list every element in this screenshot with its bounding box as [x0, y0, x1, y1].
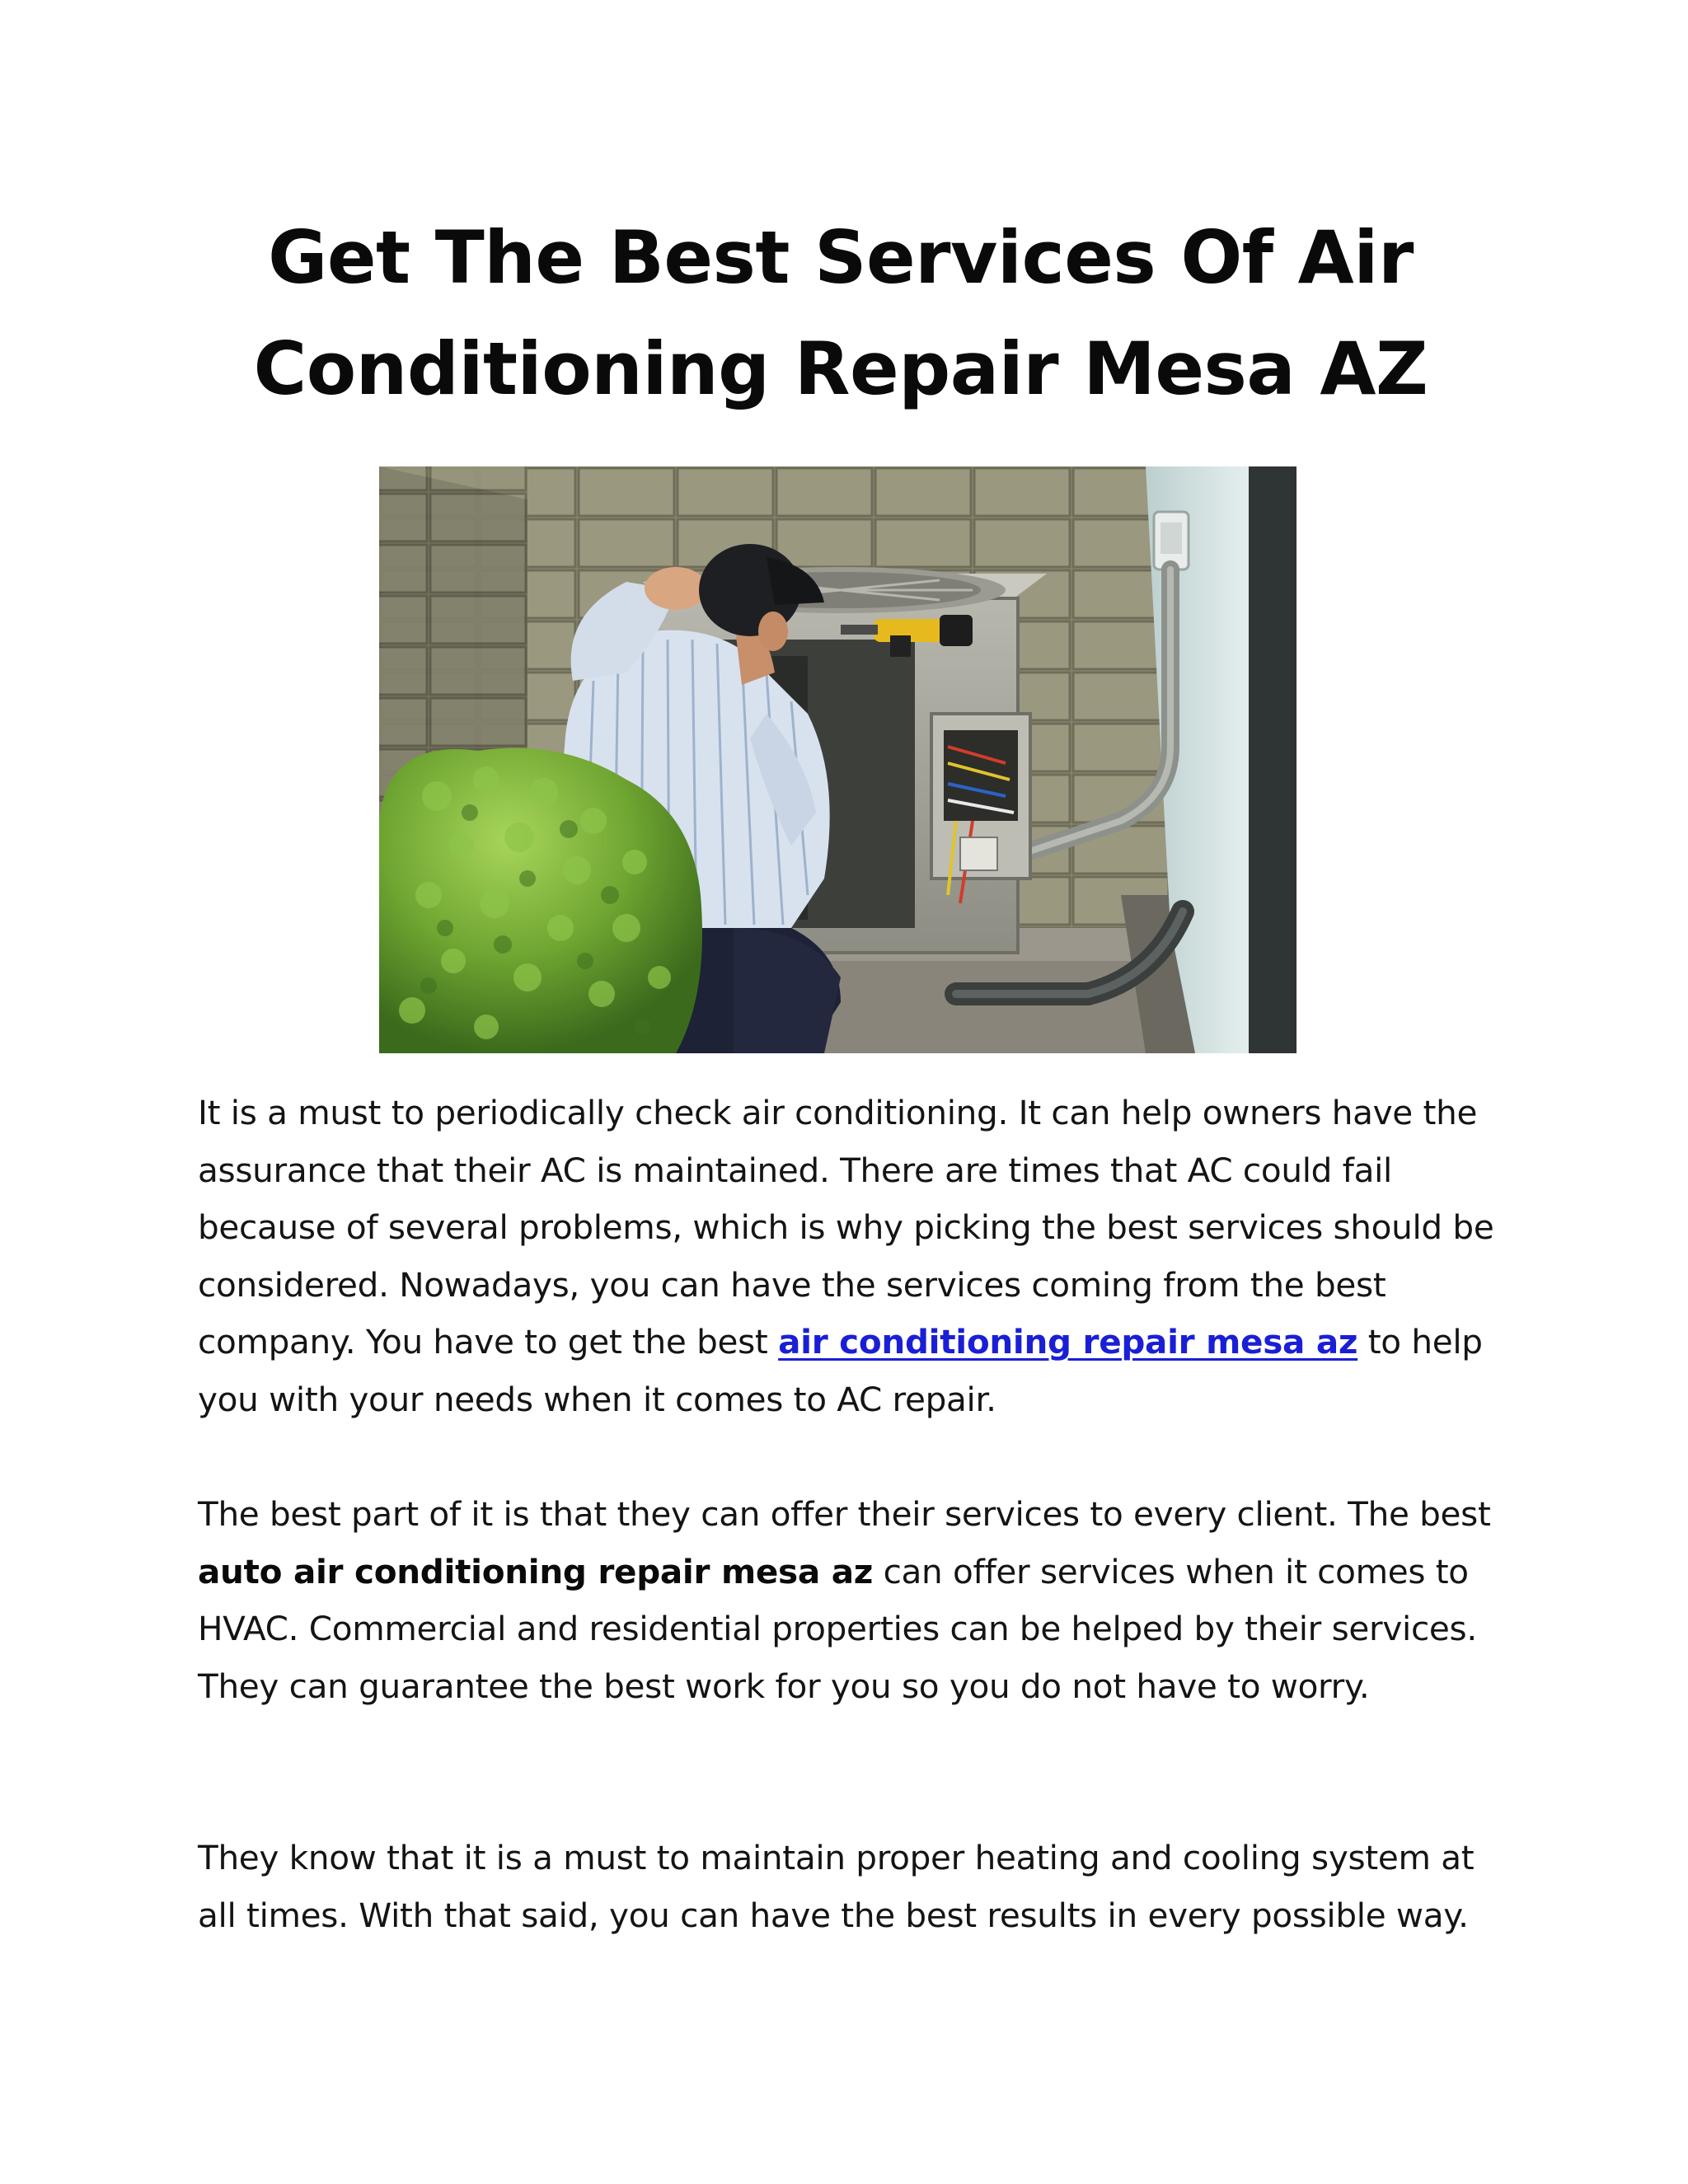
page-title — [198, 202, 1484, 424]
title-line-2: Conditioning Repair Mesa AZ — [253, 326, 1428, 411]
paragraph-2-bold-phrase: auto air conditioning repair mesa az — [198, 1551, 873, 1591]
paragraph-1-text-start: It is a must to periodically check air conditioning. It can help owners have the assurance that their AC is maintained. There are times that AC could fail because of several problems, which is why picking the best services should be considered. Nowadays, you can have the services coming from the best company. You have to get the best — [198, 1093, 1494, 1361]
technician-photo — [379, 466, 1296, 1053]
paragraph-1 — [198, 1085, 1500, 1428]
paragraph-2 — [198, 1486, 1500, 1715]
air-conditioning-repair-link[interactable]: air conditioning repair mesa az — [778, 1322, 1358, 1361]
paragraph-3 — [198, 1830, 1500, 1944]
paragraph-1-text-end: to help you with your needs when it comes to AC repair. — [198, 1322, 1483, 1419]
paragraph-3-text: They know that it is a must to maintain proper heating and cooling system at all times. With that said, you can have the best results in every possible way. — [198, 1838, 1475, 1935]
paragraph-2-text-end: can offer services when it comes to HVAC. Commercial and residential properties can be helped by their services. They can guarantee the best work for you so you do not have to worry. — [198, 1551, 1477, 1706]
paragraph-2-text-start: The best part of it is that they can offer their services to every client. The best — [198, 1494, 1491, 1534]
technician-photo-illustration — [379, 466, 1296, 1053]
title-line-1: Get The Best Services Of Air — [268, 215, 1414, 300]
